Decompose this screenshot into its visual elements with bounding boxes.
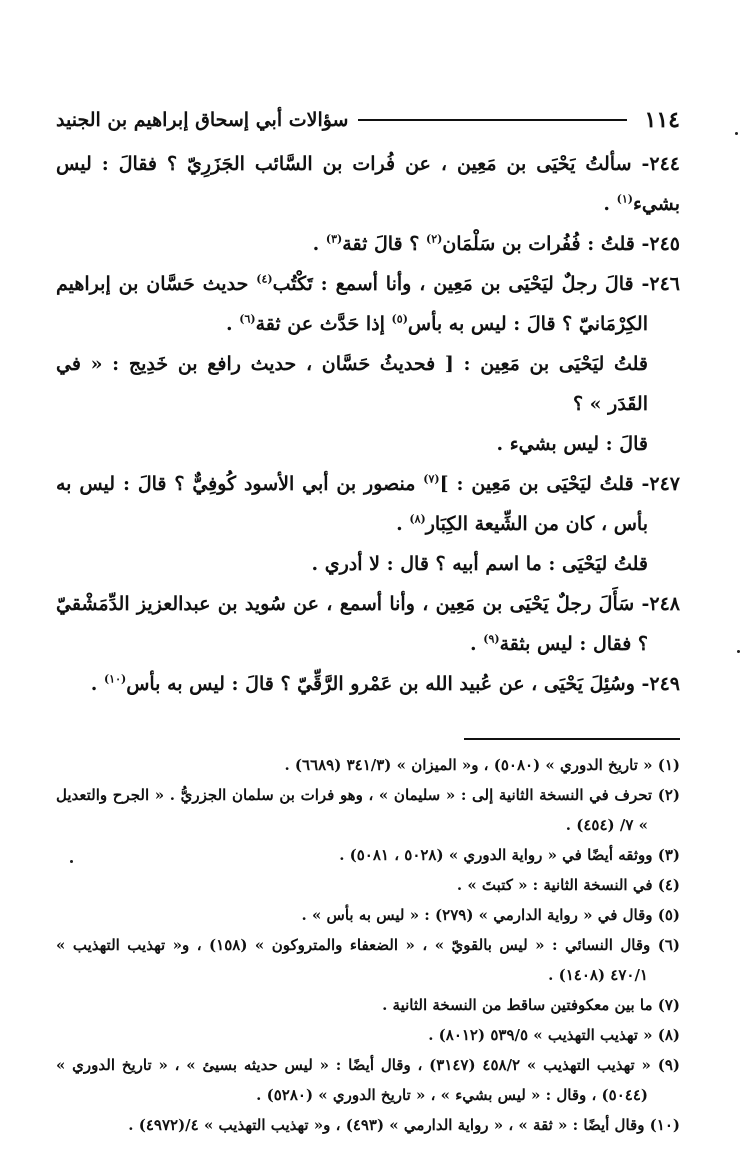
entry-246-question: قلتُ ليَحْيَى بن مَعِين : [ فحديثُ حَسَّان ، حديث رافع بن خَدِيج : « في القَدَر » ؟: [56, 353, 648, 415]
footnote-ref: (١٠): [103, 672, 127, 686]
footnote-8: (٨) « تهذيب التهذيب » ٥٣٩/٥ (٨٠١٢) .: [428, 1026, 680, 1044]
entry-247-question: قلتُ ليَحْيَى : ما اسم أبيه ؟ قال : لا أدري .: [311, 553, 648, 575]
main-text: [56, 144, 680, 704]
book-page: [56, 100, 680, 1140]
entry-247: ٢٤٧- قلتُ ليَحْيَى بن مَعِين : ]$^{(٧)}$ منصور بن أبي الأسود كُوفِيٌّ ؟ قالَ : ليس به بأس ، كان من الشِّيعة الكِبَار$^{(٨)}$ .: [56, 472, 680, 535]
page-number: ١١٤: [644, 107, 680, 133]
scan-speck: [737, 650, 740, 653]
header-rule: [358, 119, 626, 121]
footnote-separator: [464, 738, 680, 740]
footnote-4: (٤) في النسخة الثانية : « كتبتَ » .: [456, 876, 680, 894]
scan-speck: [735, 132, 738, 135]
footnote-7: (٧) ما بين معكوفتين ساقط من النسخة الثانية .: [382, 996, 680, 1014]
footnote-ref: (١): [616, 192, 633, 206]
footnote-10: (١٠) وقال أيضًا : « ثقة » ، « رواية الدارمي » (٤٩٣) ، و« تهذيب التهذيب » ٤/(٤٩٧٢) .: [128, 1116, 680, 1134]
running-title: سؤالات أبي إسحاق إبراهيم بن الجنيد: [56, 109, 349, 131]
footnote-ref: (٨): [409, 512, 426, 526]
page-header: [56, 100, 680, 140]
entry-244: ٢٤٤- سألتُ يَحْيَى بن مَعِين ، عن فُرات بن السَّائب الجَزَرِيّ ؟ فقالَ : ليس بشيء$^{(١)}$ .: [56, 153, 680, 215]
footnote-ref: (٥): [391, 312, 408, 326]
footnote-ref: (٦): [239, 312, 256, 326]
footnote-ref: (٤): [256, 272, 273, 286]
footnotes: [56, 750, 680, 1140]
footnote-1: (١) « تاريخ الدوري » (٥٠٨٠) ، و« الميزان » (٣٤١/٣ (٦٦٨٩) .: [284, 756, 680, 774]
footnote-9: (٩) « تهذيب التهذيب » ٤٥٨/٢ (٣١٤٧) ، وقال أيضًا : « ليس حديثه بسيئ » ، « تاريخ الدوري » (٥٠٤٤) ، وقال : « ليس بشيء » ، « تاريخ الدوري » (٥٢٨٠) .: [56, 1056, 680, 1104]
footnote-ref: (٣): [325, 232, 343, 246]
footnote-5: (٥) وقال في « رواية الدارمي » (٢٧٩) : « ليس به بأس » .: [301, 906, 680, 924]
footnote-ref: (٧): [423, 472, 440, 486]
footnote-6: (٦) وقال النسائي : « ليس بالقويّ » ، « الضعفاء والمتروكون » (١٥٨) ، و« تهذيب التهذيب » ٤٧٠/١ (١٤٠٨) .: [56, 936, 680, 984]
entry-245: ٢٤٥- قلتُ : فُفُرات بن سَلْمَان$^{(٢)}$ ؟ قالَ ثقة$^{(٣)}$ .: [312, 232, 680, 255]
entry-249: ٢٤٩- وسُئِلَ يَحْيَى ، عن عُبيد الله بن عَمْرو الرَّقِّيّ ؟ قالَ : ليس به بأس$^{(١٠)}$ .: [90, 672, 680, 695]
footnote-2: (٢) تحرف في النسخة الثانية إلى : « سليمان » ، وهو فرات بن سلمان الجزريُّ . « الجرح والتعديل » ٧/ (٤٥٤) .: [56, 786, 680, 834]
entry-246: ٢٤٦- قالَ رجلٌ ليَحْيَى بن مَعِين ، وأنا أسمع : تَكْتُب$^{(٤)}$ حديث حَسَّان بن إبراهيم الكِرْمَانيّ ؟ قالَ : ليس به بأس$^{(٥)}$ إذا حَدَّث عن ثقة$^{(٦)}$ .: [56, 272, 680, 335]
entry-248: ٢٤٨- سَأَلَ رجلٌ يَحْيَى بن مَعِين ، وأنا أسمع ، عن سُويد بن عبدالعزيز الدِّمَشْقيّ ؟ فقال : ليس بثقة$^{(٩)}$ .: [56, 593, 680, 655]
footnote-ref: (٩): [483, 632, 500, 646]
footnote-3: (٣) ووثقه أيضًا في « رواية الدوري » (٥٠٢٨ ، ٥٠٨١) .: [339, 846, 680, 864]
footnote-ref: (٢): [425, 232, 443, 246]
entry-246-answer: قالَ : ليس بشيء .: [496, 433, 648, 455]
